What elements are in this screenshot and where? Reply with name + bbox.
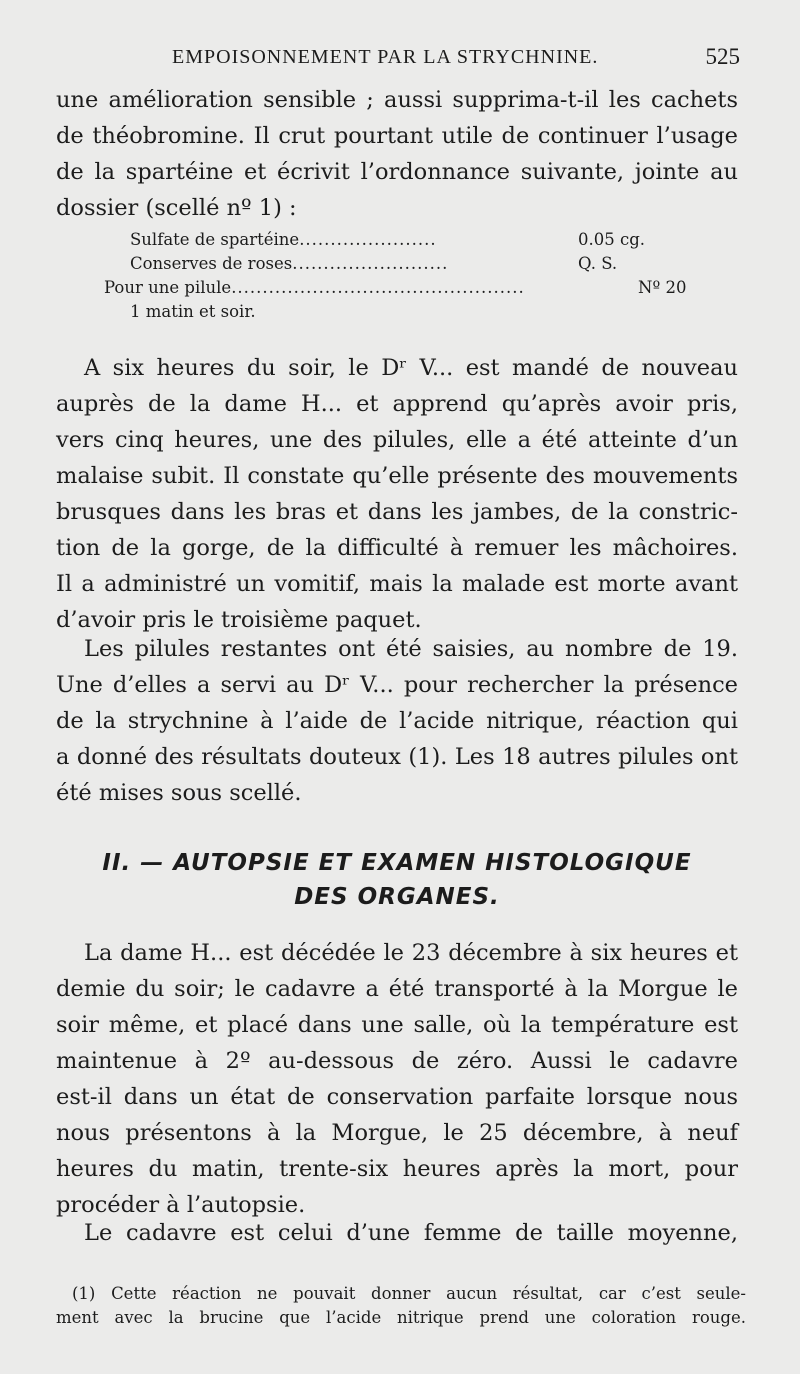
text-line: procéder à l’autopsie.: [56, 1192, 306, 1218]
text-line: maintenue à 2º au-dessous de zéro. Aussi le cadavre: [56, 1048, 738, 1074]
text-line: de théobromine. Il crut pourtant utile de continuer l’usage: [56, 123, 738, 149]
paragraph: [56, 935, 738, 1223]
text-line: A six heures du soir, le Dʳ V... est mandé de nouveau: [84, 355, 738, 381]
prescription-dose: 0.05 cg.: [578, 230, 646, 249]
paragraph: [56, 350, 738, 638]
text-line: soir même, et placé dans une salle, où la température est: [56, 1012, 738, 1038]
text-line: Le cadavre est celui d’une femme de taille moyenne,: [84, 1220, 738, 1246]
page-number: 525: [705, 44, 740, 69]
paragraph: [56, 631, 738, 811]
text-line: vers cinq heures, une des pilules, elle a été atteinte d’un: [56, 427, 738, 453]
text-line: demie du soir; le cadavre a été transporté à la Morgue le: [56, 976, 738, 1002]
prescription-dose: Q. S.: [578, 254, 618, 273]
paragraph: [56, 1215, 738, 1251]
footnote-line: (1) Cette réaction ne pouvait donner aucun résultat, car c’est seule-: [72, 1284, 746, 1303]
section-heading: [56, 846, 738, 914]
text-line: de la strychnine à l’aide de l’acide nitrique, réaction qui: [56, 708, 738, 734]
text-line: Il a administré un vomitif, mais la malade est morte avant: [56, 571, 738, 597]
prescription-instruction: 1 matin et soir.: [130, 302, 256, 321]
text-line: une amélioration sensible ; aussi supprima-t-il les cachets: [56, 87, 738, 113]
running-header: [0, 40, 800, 80]
prescription-row: [56, 302, 696, 326]
prescription-item: Pour une pilule...............................................: [104, 278, 525, 297]
text-line: heures du matin, trente-six heures après la mort, pour: [56, 1156, 738, 1182]
prescription-row: [56, 254, 696, 278]
prescription-row: [56, 278, 696, 302]
text-line: de la spartéine et écrivit l’ordonnance suivante, jointe au: [56, 159, 738, 185]
text-line: tion de la gorge, de la difficulté à remuer les mâchoires.: [56, 535, 738, 561]
text-line: nous présentons à la Morgue, le 25 décembre, à neuf: [56, 1120, 738, 1146]
prescription-row: [56, 230, 696, 254]
text-line: La dame H... est décédée le 23 décembre à six heures et: [84, 940, 738, 966]
text-line: est-il dans un état de conservation parfaite lorsque nous: [56, 1084, 738, 1110]
text-line: été mises sous scellé.: [56, 780, 302, 806]
prescription-item: Conserves de roses.........................: [130, 254, 449, 273]
text-line: d’avoir pris le troisième paquet.: [56, 607, 422, 633]
prescription-count: Nº 20: [638, 278, 687, 297]
text-line: Une d’elles a servi au Dʳ V... pour rechercher la présence: [56, 672, 738, 698]
section-heading-line: DES ORGANES.: [294, 884, 500, 910]
text-line: a donné des résultats douteux (1). Les 18 autres pilules ont: [56, 744, 738, 770]
text-line: auprès de la dame H... et apprend qu’après avoir pris,: [56, 391, 738, 417]
text-line: malaise subit. Il constate qu’elle présente des mouvements: [56, 463, 738, 489]
text-line: dossier (scellé nº 1) :: [56, 195, 297, 221]
footnote: [56, 1282, 746, 1330]
text-line: Les pilules restantes ont été saisies, au nombre de 19.: [84, 636, 738, 662]
prescription-item: Sulfate de spartéine......................: [130, 230, 437, 249]
section-heading-line: II. — AUTOPSIE ET EXAMEN HISTOLOGIQUE: [102, 850, 692, 876]
running-title: EMPOISONNEMENT PAR LA STRYCHNINE.: [172, 46, 599, 68]
paragraph-continuation: [56, 82, 738, 226]
text-line: brusques dans les bras et dans les jambes, de la constric-: [56, 499, 738, 525]
footnote-line: ment avec la brucine que l’acide nitrique prend une coloration rouge.: [56, 1308, 746, 1327]
prescription: [56, 230, 696, 326]
